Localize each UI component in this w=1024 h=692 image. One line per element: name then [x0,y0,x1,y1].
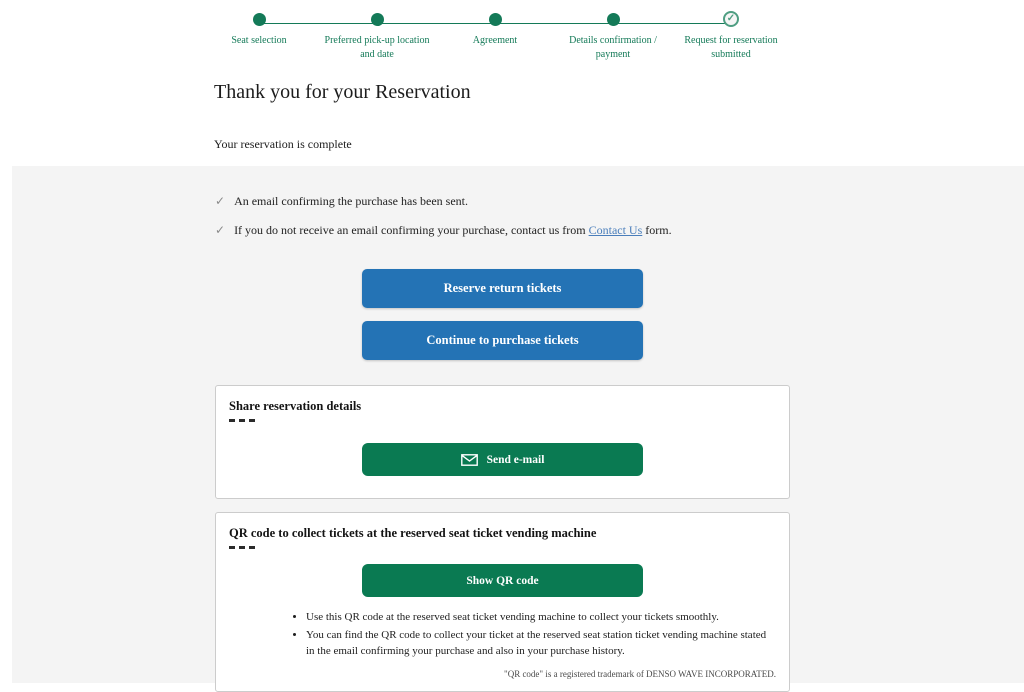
qr-code-card [215,512,790,692]
step-agreement [436,8,554,61]
step-request-submitted [672,8,790,61]
title-dashes-decoration [229,546,255,549]
step-done-dot-icon [371,13,384,26]
progress-stepper [200,8,790,61]
step-label: Details confirmation / payment [569,35,657,60]
share-card-title: Share reservation details [229,399,362,414]
qr-instruction-item: • Use this QR code at the reserved seat ticket vending machine to collect your tickets smoothly. [306,610,773,626]
show-qr-code-button[interactable]: Show QR code [362,564,643,597]
step-label: Seat selection [231,35,287,46]
envelope-icon [461,454,478,466]
primary-actions [215,269,790,360]
step-done-dot-icon [253,13,266,26]
notice-text: An email confirming the purchase has been sent. [234,194,468,208]
qr-instructions-list [291,610,773,660]
title-dashes-decoration [229,419,255,422]
page-subtitle: Your reservation is complete [214,137,352,151]
step-pickup-location [318,8,436,61]
step-seat-selection [200,8,318,61]
send-email-button[interactable] [362,443,643,476]
check-icon: ✓ [215,222,226,237]
notice-text-after-link: form. [642,222,672,237]
step-label: Agreement [472,35,518,46]
confirmation-panel [12,166,1024,683]
notice-text-before-link: If you do not receive an email confirming your purchase, contact us from [234,222,589,237]
qr-trademark-note: "QR code" is a registered trademark of DENSO WAVE INCORPORATED. [504,669,776,679]
step-check-icon: ✓ [723,11,739,27]
reserve-return-tickets-button[interactable]: Reserve return tickets [362,269,643,308]
step-label: Request for reservation submitted [684,35,778,60]
qr-instruction-item: • You can find the QR code to collect your ticket at the reserved seat station ticket vending machine stated in the email confirming your purchase and also in your purchase history. [306,628,773,660]
notice-text [234,223,672,239]
send-email-label: Send e-mail [486,453,545,466]
continue-purchase-tickets-button[interactable]: Continue to purchase tickets [362,321,643,360]
step-done-dot-icon [607,13,620,26]
contact-us-link[interactable]: Contact Us [588,222,643,237]
step-done-dot-icon [489,13,502,26]
check-icon: ✓ [215,194,226,208]
notice-no-email [215,223,790,239]
step-label: Preferred pick-up location and date [324,35,430,60]
page-title: Thank you for your Reservation [214,81,471,103]
share-reservation-card [215,385,790,499]
qr-card-title: QR code to collect tickets at the reserved seat ticket vending machine [229,526,597,541]
notice-email-sent [215,194,790,210]
step-details-payment [554,8,672,61]
